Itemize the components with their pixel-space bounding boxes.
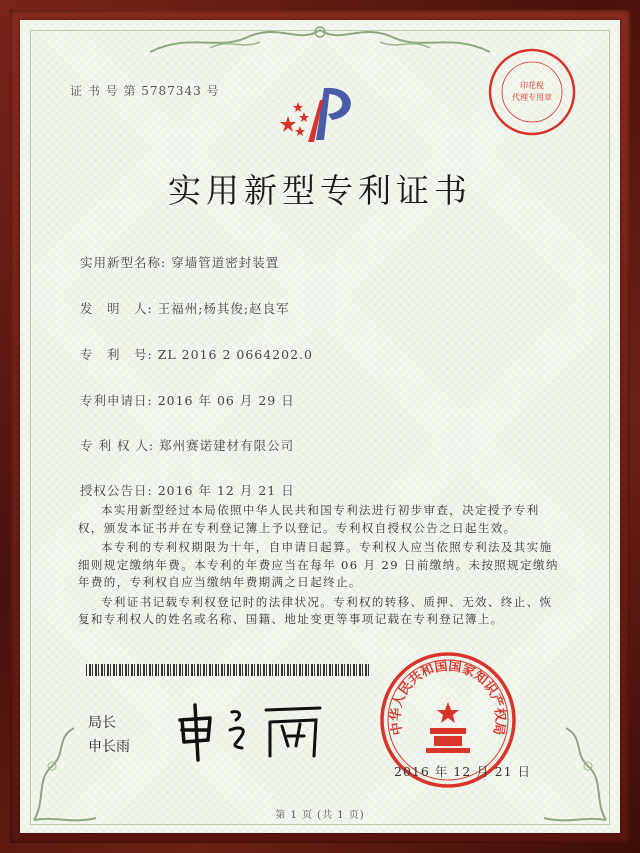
field-label: 专 利 权 人:: [80, 438, 155, 453]
certificate-number-value: 5787343: [141, 84, 202, 98]
field-value: 2016 年 06 月 29 日: [157, 393, 295, 408]
field-label: 实用新型名称:: [80, 255, 167, 270]
body-paragraph: 本专利的专利权期限为十年，自申请日起算。专利权人应当依照专利法及其实施细则规定缴纳年费。本专利的年费应当在每年 06 月 29 日前缴纳。未按照规定缴纳年费的，专利权自应当缴纳年费期满之日起终止。: [78, 540, 559, 589]
field-label: 专 利 号:: [80, 347, 153, 362]
certificate-number-label: 证 书 号 第: [70, 84, 137, 98]
top-ornament: [150, 22, 490, 56]
field-grant-date: [80, 481, 295, 499]
body-paragraph: 专利证书记载专利权登记时的法律状况。专利权的转移、质押、无效、终止、恢复和专利权人的姓名或名称、国籍、地址变更等事项记载在专利登记簿上。: [78, 594, 553, 626]
field-application-date: [80, 391, 295, 409]
svg-text:代理专用章: 代理专用章: [512, 93, 552, 102]
field-patentee: [80, 436, 294, 454]
patent-office-logo: [268, 80, 368, 150]
field-value: 郑州赛诺建材有限公司: [159, 438, 295, 453]
certificate-title: 实用新型专利证书: [168, 171, 472, 210]
certificate-number-suffix: 号: [206, 84, 220, 98]
body-paragraph: 本实用新型经过本局依照中华人民共和国专利法进行初步审查，决定授予专利权，颁发本证书并在专利登记簿上予以登记。专利权自授权公告之日起生效。: [78, 503, 540, 535]
certificate-body: [78, 502, 560, 631]
field-utility-model-name: [80, 253, 279, 271]
field-label: 专利申请日:: [80, 393, 153, 408]
seal-text: 中华人民共和国国家知识产权局: [388, 658, 508, 737]
field-patent-number: [80, 345, 313, 363]
director-name: 申长雨: [88, 739, 130, 755]
field-value: ZL 2016 2 0664202.0: [157, 347, 313, 362]
field-inventors: [80, 299, 290, 317]
director-title: 局长: [88, 715, 116, 731]
field-value: 王福州;杨其俊;赵良军: [157, 301, 290, 316]
director-signature: [170, 690, 330, 765]
page-number: 第 1 页 (共 1 页): [275, 810, 365, 821]
svg-text:印花税: 印花税: [520, 81, 544, 90]
field-value: 2016 年 12 月 21 日: [157, 483, 295, 498]
certificate-number: [70, 82, 220, 99]
agency-seal: [486, 46, 578, 138]
issue-date: 2016 年 12 月 21 日: [394, 764, 531, 779]
field-label: 发 明 人:: [80, 301, 153, 316]
barcode: [86, 664, 370, 676]
field-value: 穿墙管道密封装置: [171, 255, 280, 270]
field-label: 授权公告日:: [80, 483, 153, 498]
